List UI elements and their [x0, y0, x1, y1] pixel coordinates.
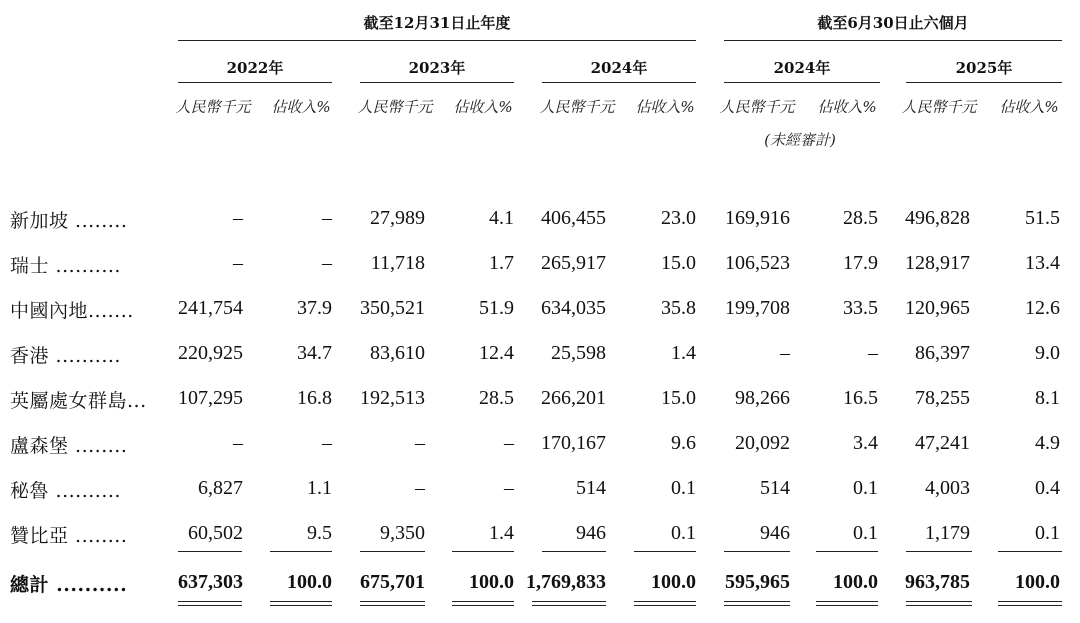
row-label: 贊比亞 ........: [10, 525, 128, 547]
cell: 15.0: [661, 252, 696, 274]
cell: 27,989: [370, 207, 425, 229]
cell: 0.1: [853, 477, 878, 499]
year-rule-2024: [542, 82, 696, 83]
cell: 28.5: [843, 207, 878, 229]
total-cell: 100.0: [469, 571, 514, 593]
cell: –: [322, 252, 332, 274]
cell: 514: [576, 477, 606, 499]
cell: 15.0: [661, 387, 696, 409]
cell: 128,917: [905, 252, 970, 274]
unaudited-note: (未經審計): [764, 131, 836, 149]
cell: 17.9: [843, 252, 878, 274]
total-double-rule: [532, 601, 606, 606]
total-double-rule: [906, 601, 972, 606]
cell: 946: [576, 522, 606, 544]
cell: 8.1: [1035, 387, 1060, 409]
subheader-rmb-2025-h1: 人民幣千元: [901, 98, 977, 116]
year-header-2024: 2024年: [590, 59, 648, 77]
year-rule-2023: [360, 82, 514, 83]
year-rule-2022: [178, 82, 332, 83]
subtotal-rule: [452, 551, 514, 552]
cell: 0.1: [1035, 522, 1060, 544]
year-header-2023: 2023年: [408, 59, 466, 77]
cell: 107,295: [178, 387, 243, 409]
cell: 0.1: [671, 522, 696, 544]
cell: 406,455: [541, 207, 606, 229]
cell: –: [322, 207, 332, 229]
row-label: 瑞士 ..........: [10, 255, 121, 277]
total-cell: 637,303: [178, 571, 243, 593]
cell: 266,201: [541, 387, 606, 409]
cell: 514: [760, 477, 790, 499]
subtotal-rule: [906, 551, 972, 552]
cell: 51.9: [479, 297, 514, 319]
cell: –: [233, 207, 243, 229]
cell: 60,502: [188, 522, 243, 544]
cell: 12.4: [479, 342, 514, 364]
total-double-rule: [816, 601, 878, 606]
cell: –: [780, 342, 790, 364]
row-label: 秘魯 ..........: [10, 480, 121, 502]
cell: 33.5: [843, 297, 878, 319]
subtotal-rule: [724, 551, 790, 552]
total-cell: 1,769,833: [526, 571, 606, 593]
cell: –: [504, 432, 514, 454]
cell: 20,092: [735, 432, 790, 454]
row-label: 香港 ..........: [10, 345, 121, 367]
cell: 83,610: [370, 342, 425, 364]
cell: 78,255: [915, 387, 970, 409]
cell: 241,754: [178, 297, 243, 319]
cell: –: [415, 477, 425, 499]
cell: 9.6: [671, 432, 696, 454]
cell: 4.1: [489, 207, 514, 229]
total-cell: 675,701: [360, 571, 425, 593]
cell: 86,397: [915, 342, 970, 364]
cell: 6,827: [198, 477, 243, 499]
cell: 34.7: [297, 342, 332, 364]
subheader-rmb-2023: 人民幣千元: [357, 98, 433, 116]
total-cell: 963,785: [905, 571, 970, 593]
cell: 16.5: [843, 387, 878, 409]
total-double-rule: [178, 601, 242, 606]
cell: 11,718: [370, 252, 425, 274]
subheader-rmb-2024: 人民幣千元: [539, 98, 615, 116]
total-cell: 100.0: [651, 571, 696, 593]
subtotal-rule: [816, 551, 878, 552]
row-label: 盧森堡 ........: [10, 435, 128, 457]
total-double-rule: [360, 601, 425, 606]
cell: –: [233, 432, 243, 454]
cell: 35.8: [661, 297, 696, 319]
group-header-half-year: 截至6月30日止六個月: [817, 14, 969, 32]
cell: 9.5: [307, 522, 332, 544]
row-label: 英屬處女群島...: [10, 390, 147, 412]
cell: 3.4: [853, 432, 878, 454]
cell: 634,035: [541, 297, 606, 319]
cell: 106,523: [725, 252, 790, 274]
subtotal-rule: [178, 551, 242, 552]
group-rule-annual: [178, 40, 696, 41]
cell: 13.4: [1025, 252, 1060, 274]
cell: 192,513: [360, 387, 425, 409]
subheader-rmb-2024-h1: 人民幣千元: [719, 98, 795, 116]
year-header-2024-h1: 2024年: [773, 59, 831, 77]
subheader-rmb-2022: 人民幣千元: [175, 98, 251, 116]
cell: 4,003: [925, 477, 970, 499]
cell: 12.6: [1025, 297, 1060, 319]
year-header-2022: 2022年: [226, 59, 284, 77]
subheader-pct-2024: 佔收入%: [635, 98, 695, 116]
cell: 25,598: [551, 342, 606, 364]
cell: 4.9: [1035, 432, 1060, 454]
subtotal-rule: [360, 551, 425, 552]
subheader-pct-2024-h1: 佔收入%: [817, 98, 877, 116]
group-header-annual: 截至12月31日止年度: [363, 14, 511, 32]
cell: –: [415, 432, 425, 454]
cell: 946: [760, 522, 790, 544]
subtotal-rule: [998, 551, 1062, 552]
total-label: 總計 ..........: [10, 574, 128, 596]
cell: 170,167: [541, 432, 606, 454]
cell: 1.7: [489, 252, 514, 274]
cell: 169,916: [725, 207, 790, 229]
subheader-pct-2022: 佔收入%: [271, 98, 331, 116]
total-cell: 100.0: [833, 571, 878, 593]
cell: –: [504, 477, 514, 499]
cell: 0.4: [1035, 477, 1060, 499]
cell: 28.5: [479, 387, 514, 409]
cell: 98,266: [735, 387, 790, 409]
cell: –: [233, 252, 243, 274]
year-rule-2025-h1: [906, 82, 1062, 83]
row-label: 中國內地.......: [10, 300, 134, 322]
total-double-rule: [452, 601, 514, 606]
cell: 350,521: [360, 297, 425, 319]
cell: 23.0: [661, 207, 696, 229]
row-label: 新加坡 ........: [10, 210, 128, 232]
total-double-rule: [634, 601, 696, 606]
subtotal-rule: [634, 551, 696, 552]
cell: 496,828: [905, 207, 970, 229]
cell: 16.8: [297, 387, 332, 409]
cell: 1.4: [489, 522, 514, 544]
cell: 37.9: [297, 297, 332, 319]
cell: 51.5: [1025, 207, 1060, 229]
subheader-pct-2023: 佔收入%: [453, 98, 513, 116]
cell: –: [868, 342, 878, 364]
cell: 1.1: [307, 477, 332, 499]
total-cell: 100.0: [1015, 571, 1060, 593]
subheader-pct-2025-h1: 佔收入%: [999, 98, 1059, 116]
total-cell: 595,965: [725, 571, 790, 593]
subtotal-rule: [542, 551, 606, 552]
cell: 220,925: [178, 342, 243, 364]
cell: 1,179: [925, 522, 970, 544]
total-double-rule: [724, 601, 790, 606]
total-double-rule: [270, 601, 332, 606]
group-rule-half-year: [724, 40, 1062, 41]
cell: 120,965: [905, 297, 970, 319]
cell: 9.0: [1035, 342, 1060, 364]
total-double-rule: [998, 601, 1062, 606]
cell: 9,350: [380, 522, 425, 544]
cell: 199,708: [725, 297, 790, 319]
cell: –: [322, 432, 332, 454]
cell: 0.1: [671, 477, 696, 499]
cell: 265,917: [541, 252, 606, 274]
subtotal-rule: [270, 551, 332, 552]
year-rule-2024-h1: [724, 82, 880, 83]
cell: 0.1: [853, 522, 878, 544]
cell: 1.4: [671, 342, 696, 364]
total-cell: 100.0: [287, 571, 332, 593]
year-header-2025-h1: 2025年: [955, 59, 1013, 77]
cell: 47,241: [915, 432, 970, 454]
